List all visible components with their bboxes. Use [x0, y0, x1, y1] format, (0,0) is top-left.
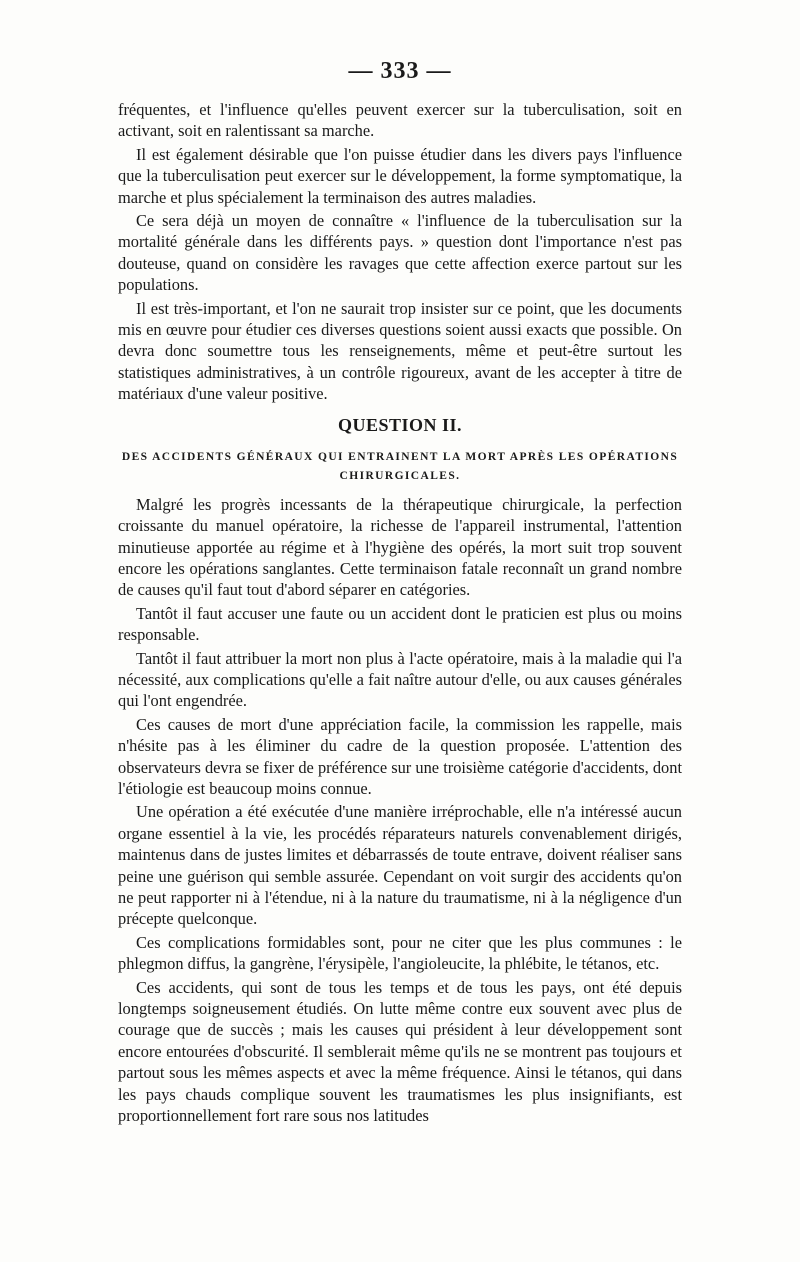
paragraph: Il est très-important, et l'on ne saurait trop insister sur ce point, que les documents mis en œuvre pour étudier ces diverses questions soient aussi exacts que possible. On devra donc soumettre tous les renseignements, même et peut-être surtout les statistiques administratives, à un contrôle rigoureux, avant de les accepter à titre de matériaux d'une valeur positive.: [118, 298, 682, 404]
paragraph: Ces causes de mort d'une appréciation facile, la commission les rappelle, mais n'hésite pas à les éliminer du cadre de la question proposée. L'attention des observateurs devra se fixer de préférence sur une troisième catégorie d'accidents, dont l'étiologie est beaucoup moins connue.: [118, 714, 682, 798]
paragraph: Une opération a été exécutée d'une manière irréprochable, elle n'a intéressé aucun organe essentiel à la vie, les procédés réparateurs naturels convenablement dirigés, maintenus dans de justes limites et débarrassés de toute entrave, doivent réaliser sans peine une guérison qui semble assurée. Cependant on voit surgir des accidents qu'on ne peut rapporter ni à l'étendue, ni à la nature du traumatisme, ni à la négligence d'un précepte quelconque.: [118, 802, 682, 929]
paragraph: Tantôt il faut accuser une faute ou un accident dont le praticien est plus ou moins responsable.: [118, 603, 682, 645]
page-number: — 333 —: [348, 58, 452, 84]
paragraph: Ce sera déjà un moyen de connaître « l'influence de la tuberculisation sur la mortalité générale dans les différents pays. » question dont l'importance n'est pas douteuse, quand on considère les ravages que cette affection exerce partout sur les populations.: [118, 211, 682, 295]
paragraph: fréquentes, et l'influence qu'elles peuvent exercer sur la tuberculisation, soit en activant, soit en ralentissant sa marche.: [118, 100, 682, 141]
paragraph: Tantôt il faut attribuer la mort non plus à l'acte opératoire, mais à la maladie qui l'a nécessité, aux complications qu'elle a fait naître autour d'elle, ou aux causes générales qui l'ont engendrée.: [118, 648, 682, 711]
paragraph: Ces accidents, qui sont de tous les temps et de tous les pays, ont été depuis longtemps soigneusement étudiés. On lutte même contre eux souvent avec plus de courage que de succès ; mais les causes qui président à leur développement sont encore entourées d'obscurité. Il semblerait même qu'ils ne se montrent pas toujours et partout sous les mêmes aspects et avec la même fréquence. Ainsi le tétanos, qui dans les pays chauds complique souvent les traumatismes les plus insignifiants, est proportionnellement fort rare sous nos latitudes: [118, 977, 682, 1126]
paragraph: Malgré les progrès incessants de la thérapeutique chirurgicale, la perfection croissante du manuel opératoire, la richesse de l'appareil instrumental, l'attention minutieuse apportée au régime et à l'hygiène des opérés, la mort suit trop souvent encore les opérations sanglantes. Cette terminaison fatale reconnaît un grand nombre de causes qu'il faut tout d'abord séparer en catégories.: [118, 494, 682, 600]
paragraph: Ces complications formidables sont, pour ne citer que les plus communes : le phlegmon diffus, la gangrène, l'érysipèle, l'angioleucite, la phlébite, le tétanos, etc.: [118, 932, 682, 974]
question-subtitle: DES ACCIDENTS GÉNÉRAUX QUI ENTRAINENT LA MORT APRÈS LES OPÉRATIONS CHIRURGICALES.: [121, 450, 679, 482]
question-title: QUESTION II.: [337, 414, 463, 435]
paragraph: Il est également désirable que l'on puisse étudier dans les divers pays l'influence que la tuberculisation peut exercer sur le développement, la forme symptomatique, la marche et plus spécialement la terminaison des autres maladies.: [118, 144, 682, 207]
